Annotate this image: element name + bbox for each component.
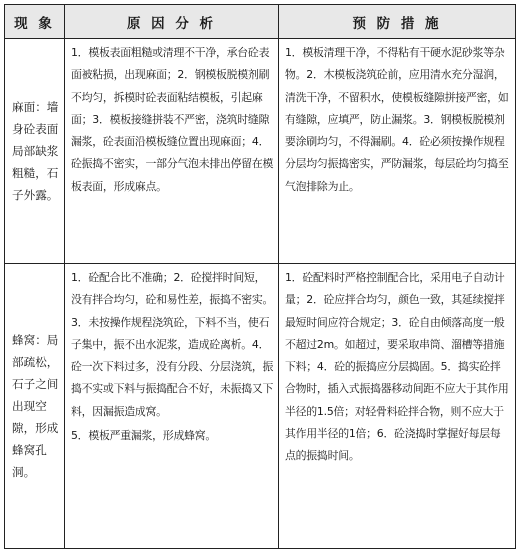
cause-cell (65, 39, 279, 264)
header-cause: 原 因 分 析 (65, 5, 279, 39)
quality-defects-table (4, 4, 516, 549)
header-row (5, 5, 516, 39)
prevention-cell (279, 264, 516, 549)
table-row-honeycomb (5, 264, 516, 549)
phenomenon-cell: 蜂窝：局部疏松，石子之间出现空隙，形成蜂窝孔洞。 (5, 264, 65, 549)
cause-text: 5．模板严重漏浆，形成蜂窝。 (71, 429, 217, 443)
phenomenon-cell: 麻面：墙身砼表面局部缺浆粗糙，石子外露。 (5, 39, 65, 264)
prevention-text: 1．砼配料时严格控制配合比，采用电子自动计量；2．砼应拌合均匀，颜色一致，其延续搅拌最短时间应符合规定；3．砼自由倾落高度一般不超过2m。如超过，要采取串筒、溜槽等措施下料；4．砼的振捣应分层捣固。5．捣实砼拌合物时，插入式振捣器移动间距不应大于其作用半径的1.5倍；对轻骨料砼拌合物，则不应大于其作用半径的1倍；6．砼浇捣时掌握好每层每点的振捣时间。 (285, 271, 509, 463)
header-phenomenon: 现 象 (5, 5, 65, 39)
cause-text: 1．模板表面粗糙或清理不干净，承台砼表面被粘损，出现麻面；2．钢模板脱模剂刷不均匀，拆模时砼表面粘结模板，引起麻面；3．模板接缝拼装不严密，浇筑时缝隙漏浆，砼表面沿模板缝位置出现麻面；4．砼振捣不密实，一部分气泡未排出停留在模板表面，形成麻点。 (71, 46, 274, 193)
cause-text: 1．砼配合比不准确；2．砼搅拌时间短，没有拌合均匀，砼和易性差，振捣不密实。3．未按操作规程浇筑砼，下料不当，使石子集中，振不出水泥浆，造成砼离析。4．砼一次下料过多，没有分段、分层浇筑，振捣不实或下料与振捣配合不好，未振捣又下料，因漏振造成窝。 (71, 271, 274, 418)
table-row-pitting (5, 39, 516, 264)
cause-cell (65, 264, 279, 549)
prevention-text: 1．模板清理干净，不得粘有干硬水泥砂浆等杂物。2．木模板浇筑砼前，应用清水充分湿润，清洗干净，不留积水，使模板缝隙拼接严密，如有缝隙，应填严，防止漏浆。3．钢模板脱模剂要涂刷均匀，不得漏刷。4．砼必须按操作规程分层均匀振捣密实，严防漏浆，每层砼均匀捣至气泡排除为止。 (285, 46, 509, 193)
prevention-cell (279, 39, 516, 264)
header-prevention: 预 防 措 施 (279, 5, 516, 39)
